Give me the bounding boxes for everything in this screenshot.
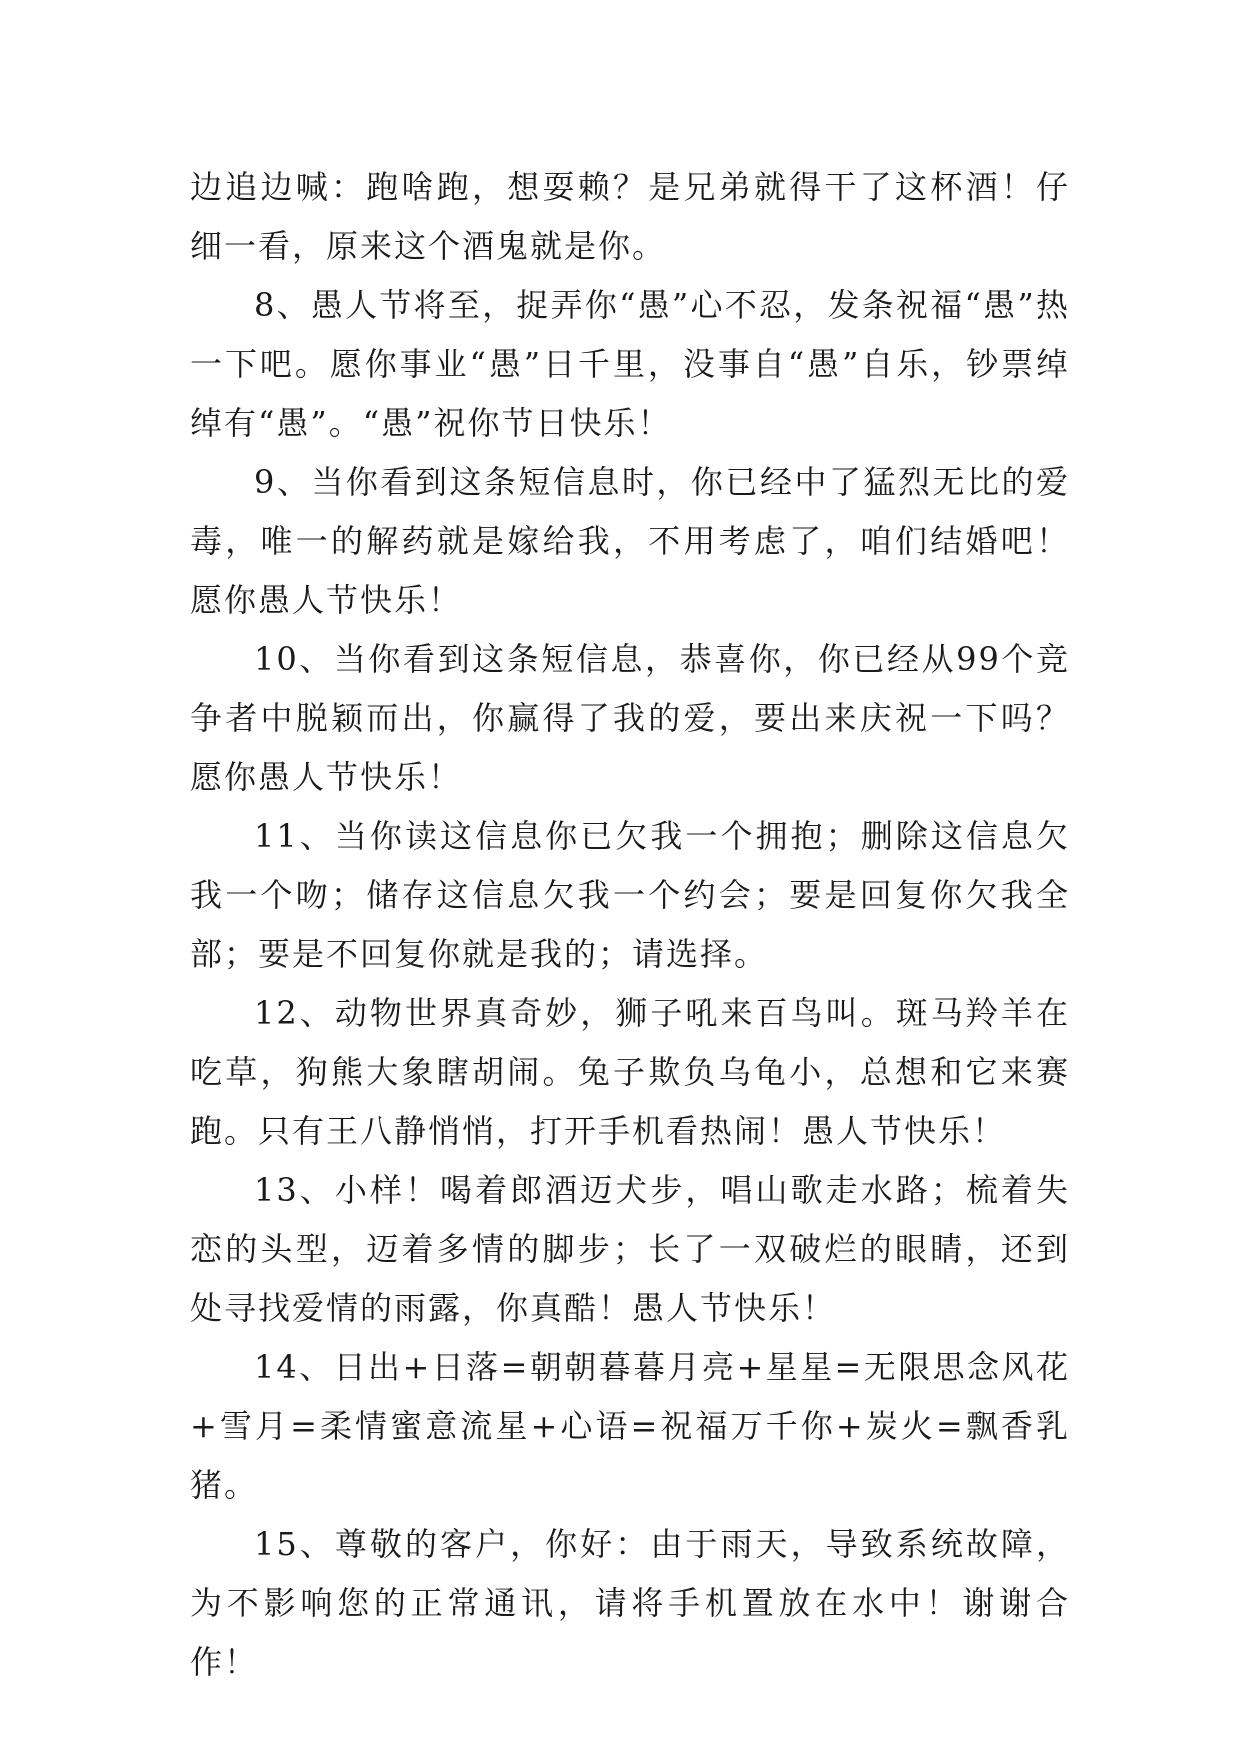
paragraph-item-13: 13、小样！喝着郎酒迈犬步，唱山歌走水路；梳着失恋的头型，迈着多情的脚步；长了一双破烂的眼睛，还到处寻找爱情的雨露，你真酷！愚人节快乐！ — [190, 1171, 1070, 1327]
paragraph-item-15: 15、尊敬的客户，你好：由于雨天，导致系统故障，为不影响您的正常通讯，请将手机置放在水中！谢谢合作！ — [190, 1525, 1070, 1681]
paragraph-item-11: 11、当你读这信息你已欠我一个拥抱；删除这信息欠我一个吻；储存这信息欠我一个约会；要是回复你欠我全部；要是不回复你就是我的；请选择。 — [190, 817, 1070, 973]
paragraph-item-14: 14、日出+日落=朝朝暮暮月亮+星星=无限思念风花+雪月=柔情蜜意流星+心语=祝福万千你+炭火=飘香乳猪。 — [190, 1348, 1070, 1504]
paragraph-item-10: 10、当你看到这条短信息，恭喜你，你已经从99个竞争者中脱颖而出，你赢得了我的爱，要出来庆祝一下吗？愿你愚人节快乐！ — [190, 640, 1070, 796]
paragraph-item-8: 8、愚人节将至，捉弄你“愚”心不忍，发条祝福“愚”热一下吧。愿你事业“愚”日千里，没事自“愚”自乐，钞票绰绰有“愚”。“愚”祝你节日快乐！ — [190, 286, 1070, 442]
paragraph-continuation: 边追边喊：跑啥跑，想耍赖？是兄弟就得干了这杯酒！仔细一看，原来这个酒鬼就是你。 — [190, 168, 1070, 265]
paragraph-item-9: 9、当你看到这条短信息时，你已经中了猛烈无比的爱毒，唯一的解药就是嫁给我，不用考虑了，咱们结婚吧！愿你愚人节快乐！ — [190, 463, 1070, 619]
paragraph-item-12: 12、动物世界真奇妙，狮子吼来百鸟叫。斑马羚羊在吃草，狗熊大象瞎胡闹。兔子欺负乌龟小，总想和它来赛跑。只有王八静悄悄，打开手机看热闹！愚人节快乐！ — [190, 994, 1070, 1150]
body-text — [190, 158, 1070, 1692]
